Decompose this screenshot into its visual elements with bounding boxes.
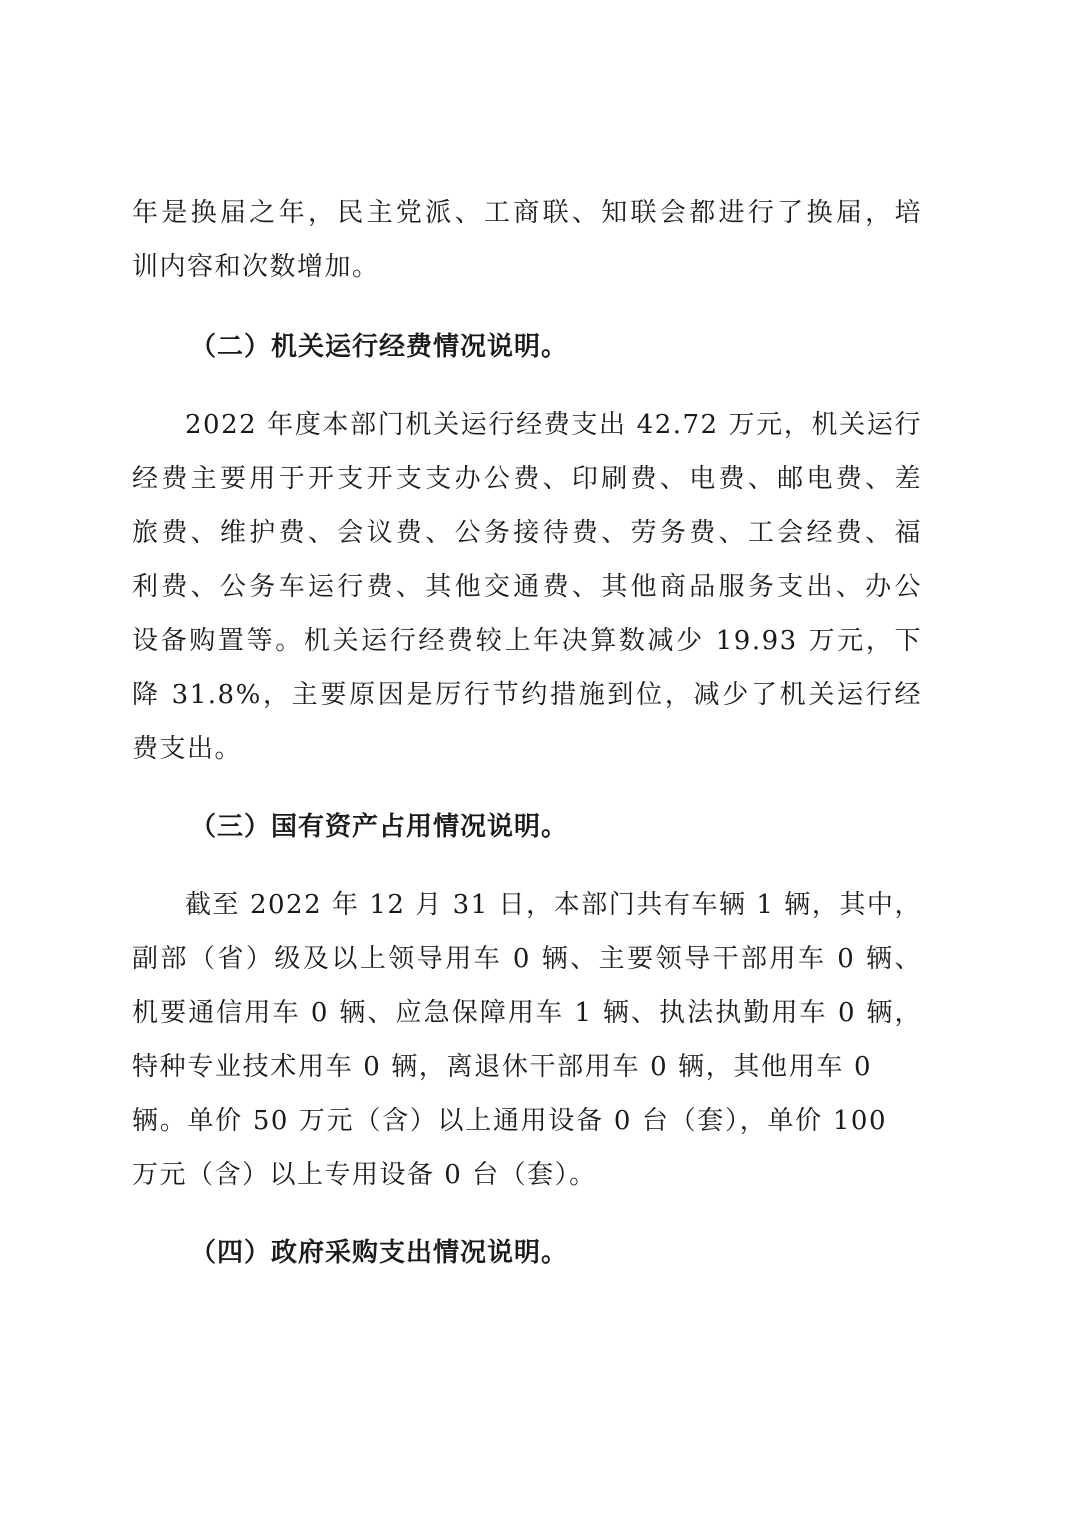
section-3-line-4: 特种专业技术用车 0 辆，离退休干部用车 0 辆，其他用车 0 xyxy=(132,1052,872,1082)
section-3-line-1: 截至 2022 年 12 月 31 日，本部门共有车辆 1 辆，其中， xyxy=(185,890,922,920)
section-2-line-7: 费支出。 xyxy=(132,734,243,764)
section-2-line-2: 经费主要用于开支开支支办公费、印刷费、电费、邮电费、差 xyxy=(132,464,922,494)
section-2-line-4: 利费、公务车运行费、其他交通费、其他商品服务支出、办公 xyxy=(132,572,922,602)
section-3-line-6: 万元（含）以上专用设备 0 台（套）。 xyxy=(132,1160,597,1190)
section-2-line-3: 旅费、维护费、会议费、公务接待费、劳务费、工会经费、福 xyxy=(132,518,922,548)
section-3-heading: （三）国有资产占用情况说明。 xyxy=(190,812,569,842)
section-2-heading: （二）机关运行经费情况说明。 xyxy=(190,332,569,362)
section-2-line-6: 降 31.8%，主要原因是厉行节约措施到位，减少了机关运行经 xyxy=(132,680,922,710)
section-4-heading: （四）政府采购支出情况说明。 xyxy=(190,1238,569,1268)
section-3-line-5: 辆。单价 50 万元（含）以上通用设备 0 台（套），单价 100 xyxy=(132,1106,887,1136)
section-2-line-1: 2022 年度本部门机关运行经费支出 42.72 万元，机关运行 xyxy=(185,410,922,440)
section-2-line-5: 设备购置等。机关运行经费较上年决算数减少 19.93 万元，下 xyxy=(132,626,922,656)
section-3-line-3: 机要通信用车 0 辆、应急保障用车 1 辆、执法执勤用车 0 辆， xyxy=(132,998,922,1028)
section-3-line-2: 副部（省）级及以上领导用车 0 辆、主要领导干部用车 0 辆、 xyxy=(132,944,922,974)
continuation-line-1: 年是换届之年，民主党派、工商联、知联会都进行了换届，培 xyxy=(132,198,922,228)
continuation-line-2: 训内容和次数增加。 xyxy=(132,252,380,282)
